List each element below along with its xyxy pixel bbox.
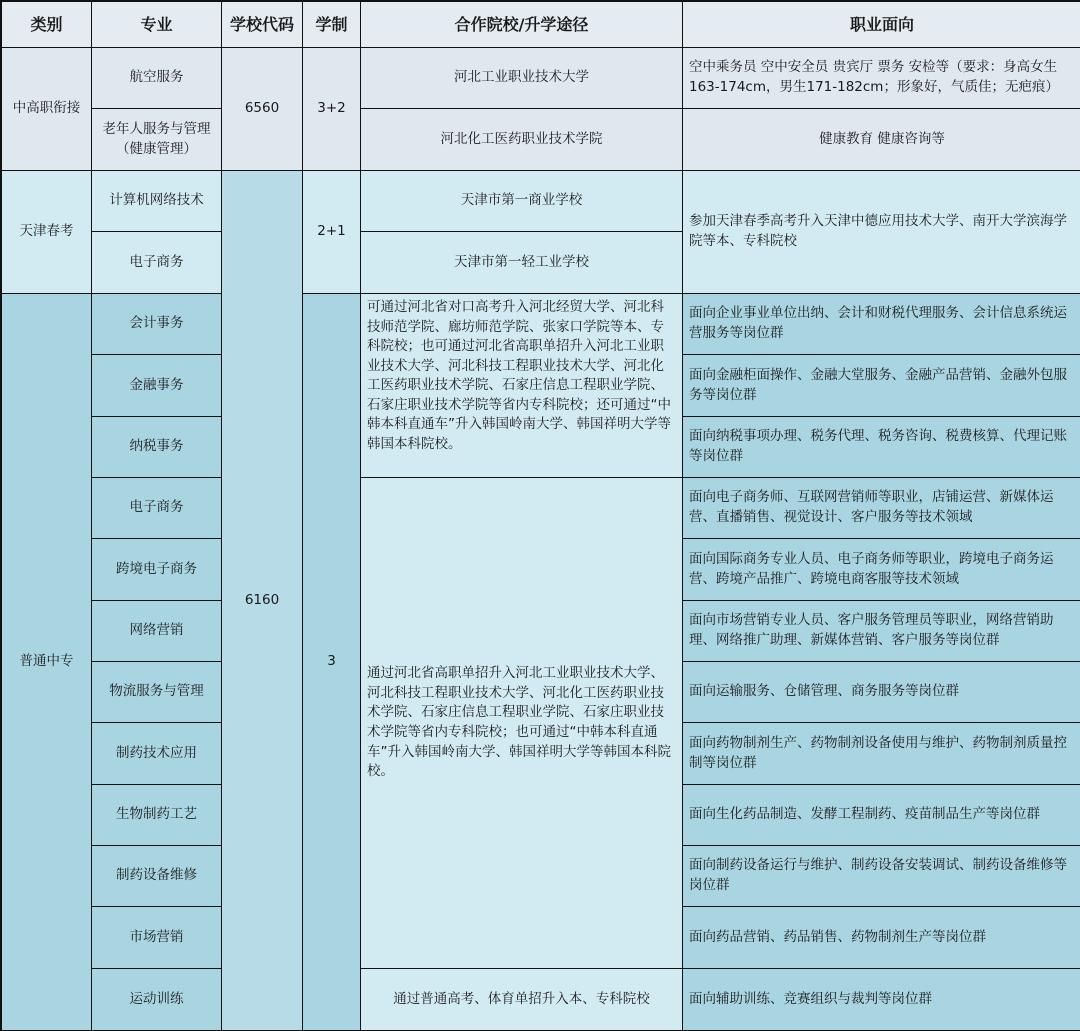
partner-cell: 河北工业职业技术大学 bbox=[361, 48, 683, 109]
duration-cell: 2+1 bbox=[303, 171, 361, 294]
header-category: 类别 bbox=[2, 2, 92, 48]
major-cell: 制药技术应用 bbox=[92, 723, 222, 785]
major-cell: 网络营销 bbox=[92, 601, 222, 662]
major-cell: 电子商务 bbox=[92, 478, 222, 539]
major-cell: 金融事务 bbox=[92, 355, 222, 417]
header-career: 职业面向 bbox=[683, 2, 1080, 48]
career-cell: 面向运输服务、仓储管理、商务服务等岗位群 bbox=[683, 662, 1080, 723]
major-cell: 跨境电子商务 bbox=[92, 539, 222, 601]
school-code-cell: 6560 bbox=[222, 48, 303, 171]
major-cell: 市场营销 bbox=[92, 907, 222, 969]
career-cell: 面向纳税事项办理、税务代理、税务咨询、税费核算、代理记账等岗位群 bbox=[683, 417, 1080, 478]
school-code-cell: 6160 bbox=[222, 171, 303, 1031]
major-cell: 制药设备维修 bbox=[92, 846, 222, 907]
career-cell: 面向制药设备运行与维护、制药设备安装调试、制药设备维修等岗位群 bbox=[683, 846, 1080, 907]
header-duration: 学制 bbox=[303, 2, 361, 48]
header-major: 专业 bbox=[92, 2, 222, 48]
category-cell: 中高职衔接 bbox=[2, 48, 92, 171]
major-cell: 航空服务 bbox=[92, 48, 222, 109]
partner-cell: 可通过河北省对口高考升入河北经贸大学、河北科技师范学院、廊坊师范学院、张家口学院等本、专科院校；也可通过河北省高职单招升入河北工业职业技术大学、河北科技工程职业技术大学、河北化工医药职业技术学院、石家庄信息工程职业学院、石家庄职业技术学院等省内专科院校；还可通过“中韩本科直通车”升入韩国岭南大学、韩国祥明大学等韩国本科院校。 bbox=[361, 294, 683, 478]
career-cell: 面向辅助训练、竞赛组织与裁判等岗位群 bbox=[683, 969, 1080, 1031]
header-partner: 合作院校/升学途径 bbox=[361, 2, 683, 48]
major-cell: 运动训练 bbox=[92, 969, 222, 1031]
major-cell: 会计事务 bbox=[92, 294, 222, 355]
major-cell: 老年人服务与管理 （健康管理） bbox=[92, 109, 222, 171]
duration-cell: 3 bbox=[303, 294, 361, 1031]
career-cell: 面向企业事业单位出纳、会计和财税代理服务、会计信息系统运营服务等岗位群 bbox=[683, 294, 1080, 355]
career-cell: 面向国际商务专业人员、电子商务师等职业，跨境电子商务运营、跨境产品推广、跨境电商客服等技术领域 bbox=[683, 539, 1080, 601]
partner-cell: 天津市第一轻工业学校 bbox=[361, 232, 683, 294]
career-cell: 健康教育 健康咨询等 bbox=[683, 109, 1080, 171]
duration-cell: 3+2 bbox=[303, 48, 361, 171]
header-school-code: 学校代码 bbox=[222, 2, 303, 48]
career-cell: 空中乘务员 空中安全员 贵宾厅 票务 安检等（要求：身高女生163-174cm，男生171-182cm；形象好，气质佳；无疤痕） bbox=[683, 48, 1080, 109]
career-cell: 面向药物制剂生产、药物制剂设备使用与维护、药物制剂质量控制等岗位群 bbox=[683, 723, 1080, 785]
category-cell: 天津春考 bbox=[2, 171, 92, 294]
partner-cell: 通过河北省高职单招升入河北工业职业技术大学、河北科技工程职业技术大学、河北化工医药职业技术学院、石家庄信息工程职业学院、石家庄职业技术学院等省内专科院校；也可通过“中韩本科直通车”升入韩国岭南大学、韩国祥明大学等韩国本科院校。 bbox=[361, 478, 683, 969]
partner-cell: 通过普通高考、体育单招升入本、专科院校 bbox=[361, 969, 683, 1031]
category-cell: 普通中专 bbox=[2, 294, 92, 1031]
career-cell: 面向药品营销、药品销售、药物制剂生产等岗位群 bbox=[683, 907, 1080, 969]
career-cell: 面向生化药品制造、发酵工程制药、疫苗制品生产等岗位群 bbox=[683, 785, 1080, 846]
major-cell: 物流服务与管理 bbox=[92, 662, 222, 723]
partner-cell: 河北化工医药职业技术学院 bbox=[361, 109, 683, 171]
career-cell: 面向市场营销专业人员、客户服务管理员等职业，网络营销助理、网络推广助理、新媒体营销、客户服务等岗位群 bbox=[683, 601, 1080, 662]
career-cell: 面向金融柜面操作、金融大堂服务、金融产品营销、金融外包服务等岗位群 bbox=[683, 355, 1080, 417]
partner-cell: 天津市第一商业学校 bbox=[361, 171, 683, 232]
major-cell: 计算机网络技术 bbox=[92, 171, 222, 232]
major-cell: 纳税事务 bbox=[92, 417, 222, 478]
career-cell: 面向电子商务师、互联网营销师等职业，店铺运营、新媒体运营、直播销售、视觉设计、客户服务等技术领域 bbox=[683, 478, 1080, 539]
career-cell: 参加天津春季高考升入天津中德应用技术大学、南开大学滨海学院等本、专科院校 bbox=[683, 171, 1080, 294]
major-cell: 电子商务 bbox=[92, 232, 222, 294]
major-cell: 生物制药工艺 bbox=[92, 785, 222, 846]
